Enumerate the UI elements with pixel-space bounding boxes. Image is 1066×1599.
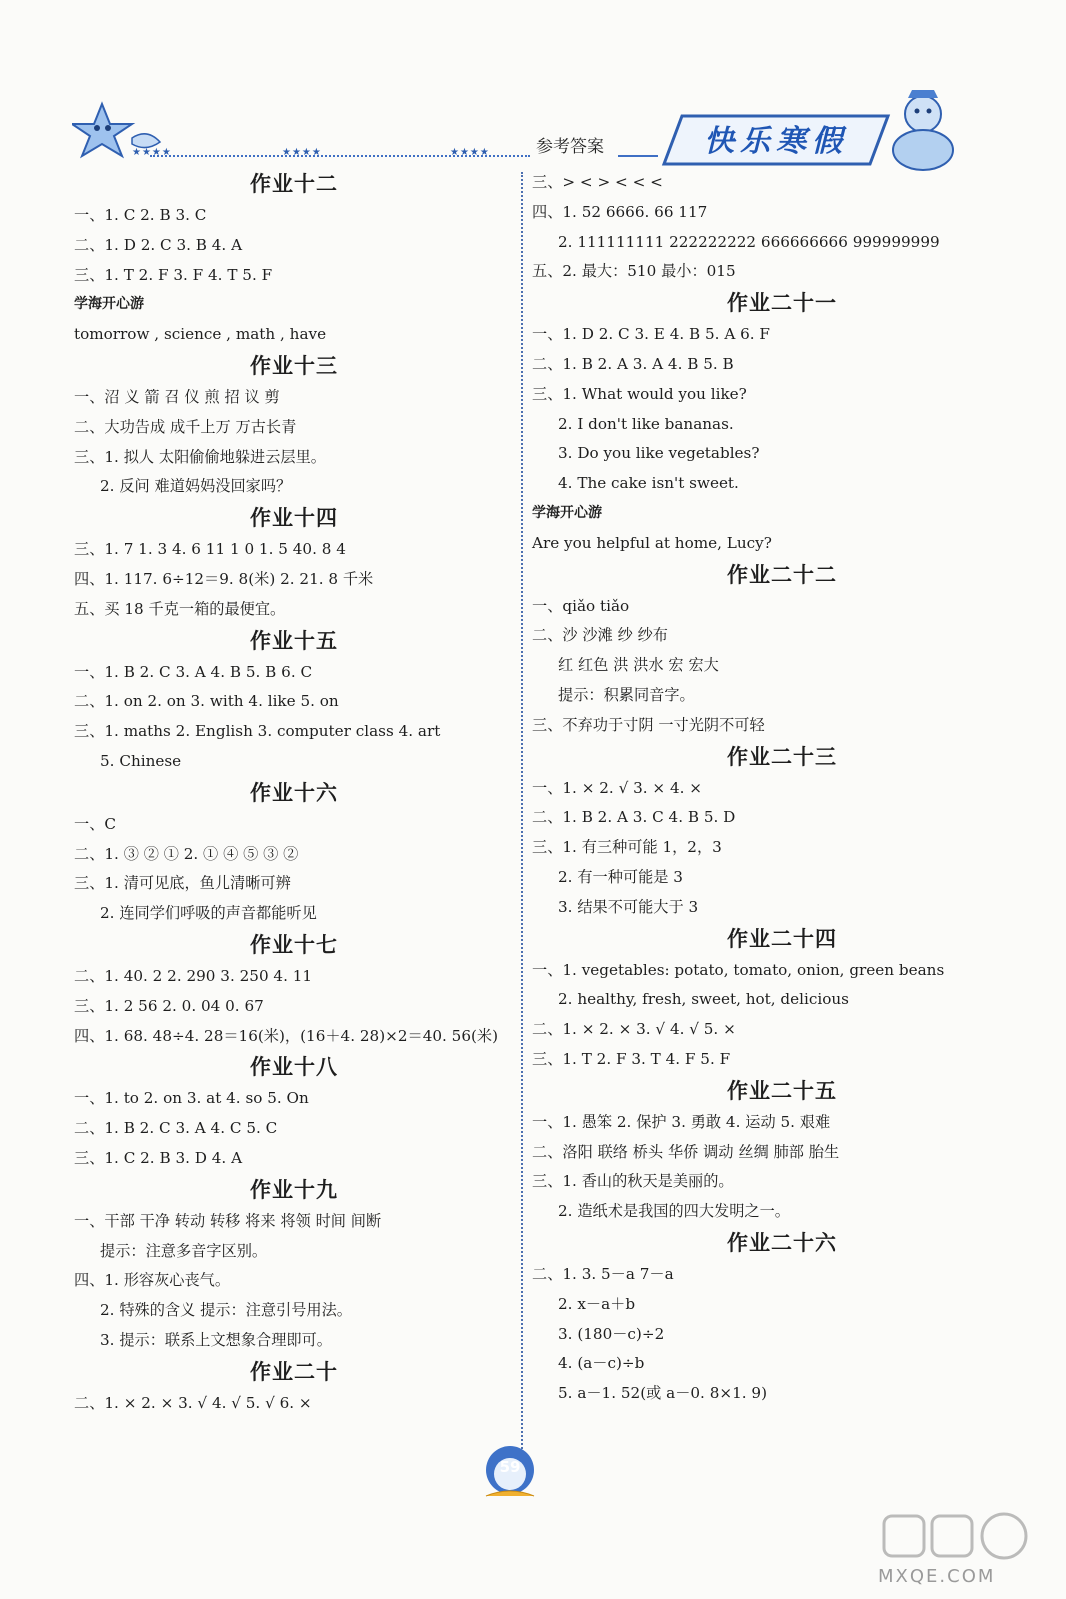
page-number: 59: [499, 1458, 521, 1476]
answer-line: 四、1. 形容灰心丧气。: [74, 1271, 231, 1290]
star-decoration: ★★★★: [132, 147, 172, 158]
answer-line: 2. 造纸术是我国的四大发明之一。: [558, 1202, 790, 1221]
answer-line: 2. 111111111 222222222 666666666 999999999: [558, 232, 940, 251]
answer-line: 三、1. 清可见底，鱼儿清晰可辨: [74, 874, 291, 893]
section-heading: 作业二十四: [727, 926, 837, 951]
answer-line: 二、沙 沙滩 纱 纱布: [532, 626, 668, 645]
reference-answers-label: 参考答案: [536, 137, 604, 157]
answer-line: 三、1. T 2. F 3. T 4. F 5. F: [532, 1049, 731, 1068]
answer-line: 2. 连同学们呼吸的声音都能听见: [100, 904, 317, 923]
section-heading: 作业十六: [250, 780, 338, 805]
answer-line: 四、1. 68. 48÷4. 28＝16(米)，(16＋4. 28)×2＝40. 56(米): [74, 1026, 499, 1045]
subsection-label: 学海开心游: [74, 296, 144, 313]
subsection-label: 学海开心游: [532, 504, 602, 521]
answer-line: Are you helpful at home, Lucy?: [532, 533, 772, 552]
answer-line: 三、不弃功于寸阴 一寸光阴不可轻: [532, 715, 765, 734]
section-heading: 作业十七: [250, 932, 338, 957]
answer-line: 4. (a－c)÷b: [558, 1354, 645, 1373]
answer-line: 2. x－a＋b: [558, 1294, 636, 1313]
answer-line: 3. Do you like vegetables?: [558, 444, 760, 463]
left-column: [74, 168, 514, 1419]
answer-line: 5. a－1. 52(或 a－0. 8×1. 9): [558, 1384, 767, 1403]
answer-line: 二、大功告成 成千上万 万古长青: [74, 417, 297, 436]
section-heading: 作业十五: [250, 628, 338, 653]
answer-line: 提示：积累同音字。: [558, 685, 695, 704]
answer-line: 二、1. 3. 5－a 7－a: [532, 1264, 674, 1283]
answer-line: 一、沼 义 箭 召 仪 煎 招 议 剪: [74, 387, 280, 406]
section-heading: 作业二十一: [727, 291, 837, 316]
star-decoration: ★★★★: [450, 147, 490, 158]
answer-line: 二、1. B 2. C 3. A 4. C 5. C: [74, 1119, 278, 1138]
section-heading: 作业十九: [250, 1177, 338, 1202]
section-heading: 作业十二: [250, 172, 338, 196]
answer-line: 2. I don't like bananas.: [558, 414, 734, 433]
answer-line: 二、洛阳 联络 桥头 华侨 调动 丝绸 肺部 胎生: [532, 1142, 840, 1161]
answer-line: 一、qiǎo tiǎo: [532, 596, 630, 615]
answer-line: 二、1. × 2. × 3. √ 4. √ 5. ×: [532, 1020, 736, 1039]
answer-line: 4. The cake isn't sweet.: [558, 474, 739, 493]
answer-line: 三、1. What would you like?: [532, 384, 747, 403]
section-heading: 作业二十: [250, 1359, 338, 1384]
answer-line: tomorrow , science , math , have: [74, 325, 327, 344]
header-rule: [618, 155, 658, 157]
answer-line: 2. 特殊的含义 提示：注意引号用法。: [100, 1301, 352, 1320]
answer-line: 一、1. × 2. √ 3. × 4. ×: [532, 778, 702, 797]
answer-line: 一、1. 愚笨 2. 保护 3. 勇敢 4. 运动 5. 艰难: [532, 1112, 831, 1131]
section-heading: 作业二十六: [727, 1230, 837, 1255]
answer-line: 三、1. 7 1. 3 4. 6 11 1 0 1. 5 40. 8 4: [74, 540, 346, 559]
answer-line: 三、1. 有三种可能 1，2，3: [532, 838, 722, 857]
answer-line: 二、1. B 2. A 3. A 4. B 5. B: [532, 354, 734, 373]
answer-line: 3. 提示：联系上文想象合理即可。: [100, 1330, 332, 1349]
answer-line: 一、C: [74, 814, 116, 833]
answer-line: 一、1. to 2. on 3. at 4. so 5. On: [74, 1089, 309, 1108]
answer-line: 四、1. 52 6666. 66 117: [532, 202, 708, 221]
answer-line: 一、干部 干净 转动 转移 将来 将领 时间 间断: [74, 1211, 382, 1230]
answer-line: 5. Chinese: [100, 751, 182, 770]
answer-line: 三、1. 拟人 太阳偷偷地躲进云层里。: [74, 447, 326, 466]
answer-line: 四、1. 117. 6÷12＝9. 8(米) 2. 21. 8 千米: [74, 569, 374, 588]
answer-line: 三、> < > < < <: [532, 173, 663, 191]
answer-line: 二、1. B 2. A 3. C 4. B 5. D: [532, 808, 736, 827]
answer-line: 二、1. 40. 2 2. 290 3. 250 4. 11: [74, 966, 313, 985]
answer-line: 2. 反问 难道妈妈没回家吗？: [100, 477, 292, 496]
answer-line: 五、2. 最大：510 最小：015: [532, 262, 736, 281]
answer-line: 二、1. D 2. C 3. B 4. A: [74, 235, 243, 254]
answer-line: 提示：注意多音字区别。: [100, 1241, 268, 1260]
section-heading: 作业十三: [250, 353, 338, 378]
answer-line: 一、1. D 2. C 3. E 4. B 5. A 6. F: [532, 325, 770, 344]
answer-line: 三、1. maths 2. English 3. computer class 4. art: [74, 722, 441, 741]
column-divider: [521, 172, 523, 1457]
answer-line: 三、1. 2 56 2. 0. 04 0. 67: [74, 996, 264, 1015]
right-column: [532, 168, 1032, 1409]
page-header: [0, 0, 1066, 170]
section-heading: 作业二十三: [727, 744, 837, 769]
answer-line: 三、1. 香山的秋天是美丽的。: [532, 1172, 734, 1191]
answer-line: 2. 有一种可能是 3: [558, 867, 683, 886]
answer-line: 五、买 18 千克一箱的最便宜。: [74, 599, 286, 618]
answer-line: 二、1. × 2. × 3. √ 4. √ 5. √ 6. ×: [74, 1393, 312, 1412]
answer-line: 3. 结果不可能大于 3: [558, 897, 699, 916]
watermark-text: MXQE.COM: [878, 1566, 996, 1587]
answer-line: 一、1. B 2. C 3. A 4. B 5. B 6. C: [74, 662, 313, 681]
answer-line: 三、1. T 2. F 3. F 4. T 5. F: [74, 265, 273, 284]
answer-line: 一、1. vegetables: potato, tomato, onion, green beans: [532, 960, 945, 979]
section-heading: 作业十八: [250, 1055, 338, 1080]
answer-line: 3. (180－c)÷2: [558, 1324, 665, 1343]
snowman-icon: [878, 88, 968, 172]
answer-line: 二、1. on 2. on 3. with 4. like 5. on: [74, 692, 339, 711]
star-decoration: ★★★★: [282, 147, 322, 158]
answer-line: 2. healthy, fresh, sweet, hot, delicious: [558, 990, 849, 1009]
answer-line: 红 红色 洪 洪水 宏 宏大: [558, 656, 719, 675]
section-heading: 作业二十五: [727, 1078, 837, 1103]
happy-winter-holiday-banner: [660, 114, 892, 166]
section-heading: 作业二十二: [727, 562, 837, 587]
answer-line: 二、1. ③ ② ① 2. ① ④ ⑤ ③ ②: [74, 844, 299, 863]
banner-title: 快乐寒假: [704, 124, 848, 159]
answer-line: 三、1. C 2. B 3. D 4. A: [74, 1148, 243, 1167]
answer-line: 一、1. C 2. B 3. C: [74, 206, 207, 224]
section-heading: 作业十四: [250, 506, 338, 531]
